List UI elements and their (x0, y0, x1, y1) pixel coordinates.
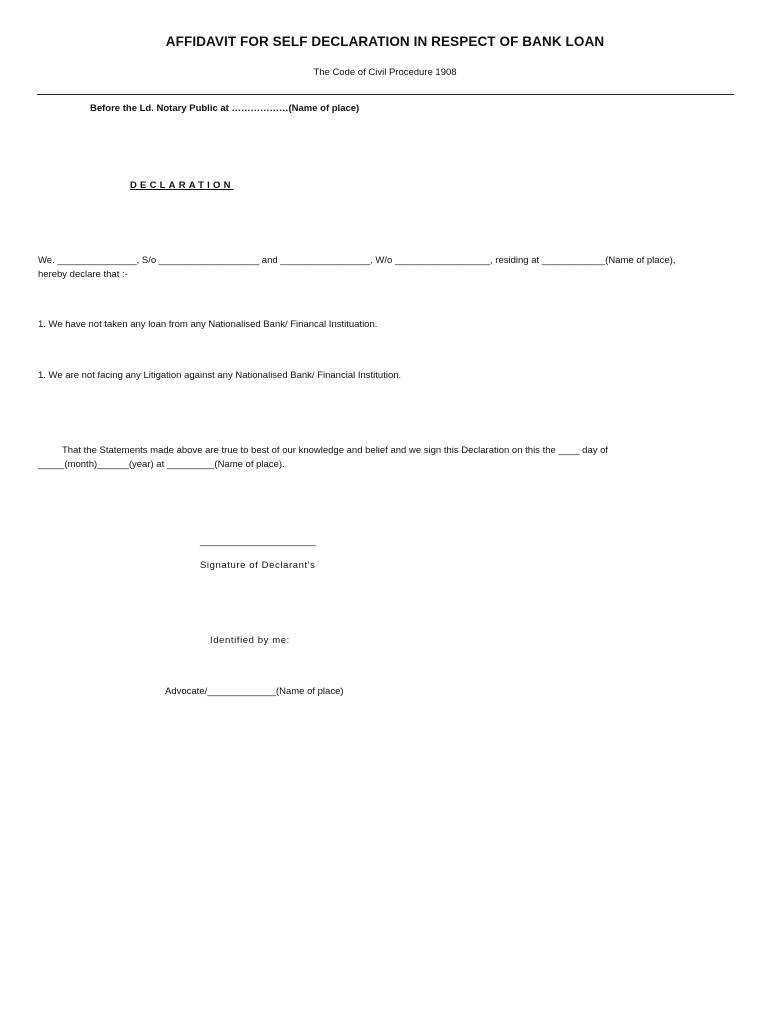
signature-blank-line: ______________________ (200, 536, 317, 547)
header-divider (37, 94, 734, 95)
hereby-declare-line: hereby declare that :- (38, 269, 128, 280)
statement-line-2: _____(month)______(year) at _________(Name of place). (38, 459, 285, 470)
signature-label: Signature of Declarant's (200, 560, 316, 571)
document-subtitle: The Code of Civil Procedure 1908 (313, 67, 457, 78)
declaration-item-1: 1. We have not taken any loan from any Nationalised Bank/ Financal Instituation. (38, 319, 378, 330)
statement-line-1: That the Statements made above are true to best of our knowledge and belief and we sign this Declaration on this the ____ day of (62, 445, 609, 456)
declaration-item-2: 1. We are not facing any Litigation against any Nationalised Bank/ Financial Institution. (38, 370, 402, 381)
document-title: AFFIDAVIT FOR SELF DECLARATION IN RESPECT OF BANK LOAN (165, 34, 605, 49)
advocate-line: Advocate/_____________(Name of place) (165, 686, 344, 697)
declarant-details-line: We. _______________, S/o ___________________ and _________________, W/o __________________, residing at ____________(Name of place), (38, 255, 676, 266)
notary-line: Before the Ld. Notary Public at ………………(Name of place) (90, 103, 360, 114)
identified-by-label: Identified by me: (210, 635, 290, 646)
declaration-heading: DECLARATION (130, 180, 234, 191)
